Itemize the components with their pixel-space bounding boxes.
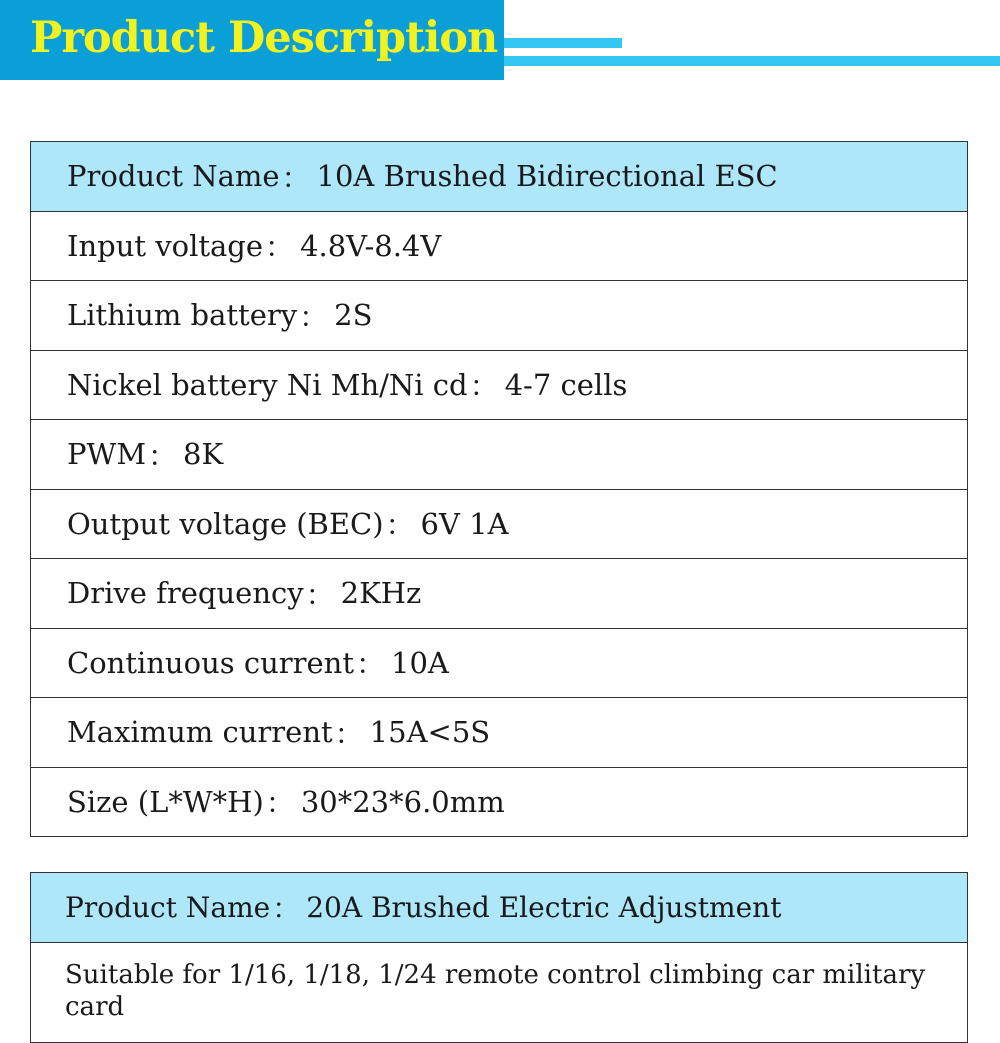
spec-separator: ： <box>272 892 301 926</box>
spec-label: Product Name <box>65 890 271 924</box>
spec-row-description <box>31 943 967 1043</box>
spec-value: 8K <box>183 437 224 472</box>
spec-label: Output voltage (BEC) <box>67 506 384 541</box>
decorative-bar-long <box>504 56 1000 66</box>
spec-separator: ： <box>469 369 499 404</box>
spec-row-output-voltage <box>31 490 967 560</box>
spec-separator: ： <box>305 577 335 612</box>
spec-value: 4-7 cells <box>504 367 628 402</box>
spec-value: 10A Brushed Bidirectional ESC <box>316 159 778 194</box>
spec-row-lithium-battery <box>31 281 967 351</box>
spec-value: 6V 1A <box>420 506 509 541</box>
spec-separator: ： <box>265 786 295 821</box>
spec-label: PWM <box>67 437 147 472</box>
spec-value: 15A<5S <box>369 715 491 750</box>
spec-label: Nickel battery Ni Mh/Ni cd <box>67 367 468 402</box>
spec-separator: ： <box>299 299 329 334</box>
spec-label: Input voltage <box>67 228 264 263</box>
spec-row-product-name <box>31 142 967 212</box>
spec-separator: ： <box>148 438 178 473</box>
spec-row-continuous-current <box>31 629 967 699</box>
spec-row-product-name <box>31 873 967 943</box>
spec-label: Drive frequency <box>67 576 304 611</box>
spec-table-20a-adjustment <box>30 872 968 1043</box>
spec-value: 30*23*6.0mm <box>300 784 505 819</box>
spec-value: 10A <box>391 645 449 680</box>
spec-table-10a-esc <box>30 141 968 837</box>
spec-separator: ： <box>385 508 415 543</box>
spec-separator: ： <box>355 647 385 682</box>
spec-row-nickel-battery <box>31 351 967 421</box>
spec-value: 2KHz <box>340 576 422 611</box>
spec-value: 4.8V-8.4V <box>300 228 442 263</box>
spec-label: Product Name <box>67 159 280 194</box>
title-banner <box>0 0 504 80</box>
spec-separator: ： <box>265 230 295 265</box>
spec-row-size <box>31 768 967 838</box>
page-title: Product Description <box>30 13 498 63</box>
description-text: Suitable for 1/16, 1/18, 1/24 remote control climbing car military card <box>65 959 926 1022</box>
decorative-bar-short <box>504 38 622 48</box>
spec-row-maximum-current <box>31 698 967 768</box>
spec-label: Size (L*W*H) <box>67 784 264 819</box>
spec-separator: ： <box>334 716 364 751</box>
spec-row-drive-frequency <box>31 559 967 629</box>
spec-label: Maximum current <box>67 715 333 750</box>
spec-label: Lithium battery <box>67 298 298 333</box>
spec-row-pwm <box>31 420 967 490</box>
spec-separator: ： <box>281 160 311 195</box>
spec-value: 2S <box>334 298 373 333</box>
spec-label: Continuous current <box>67 645 354 680</box>
spec-row-input-voltage <box>31 212 967 282</box>
spec-value: 20A Brushed Electric Adjustment <box>306 890 782 924</box>
